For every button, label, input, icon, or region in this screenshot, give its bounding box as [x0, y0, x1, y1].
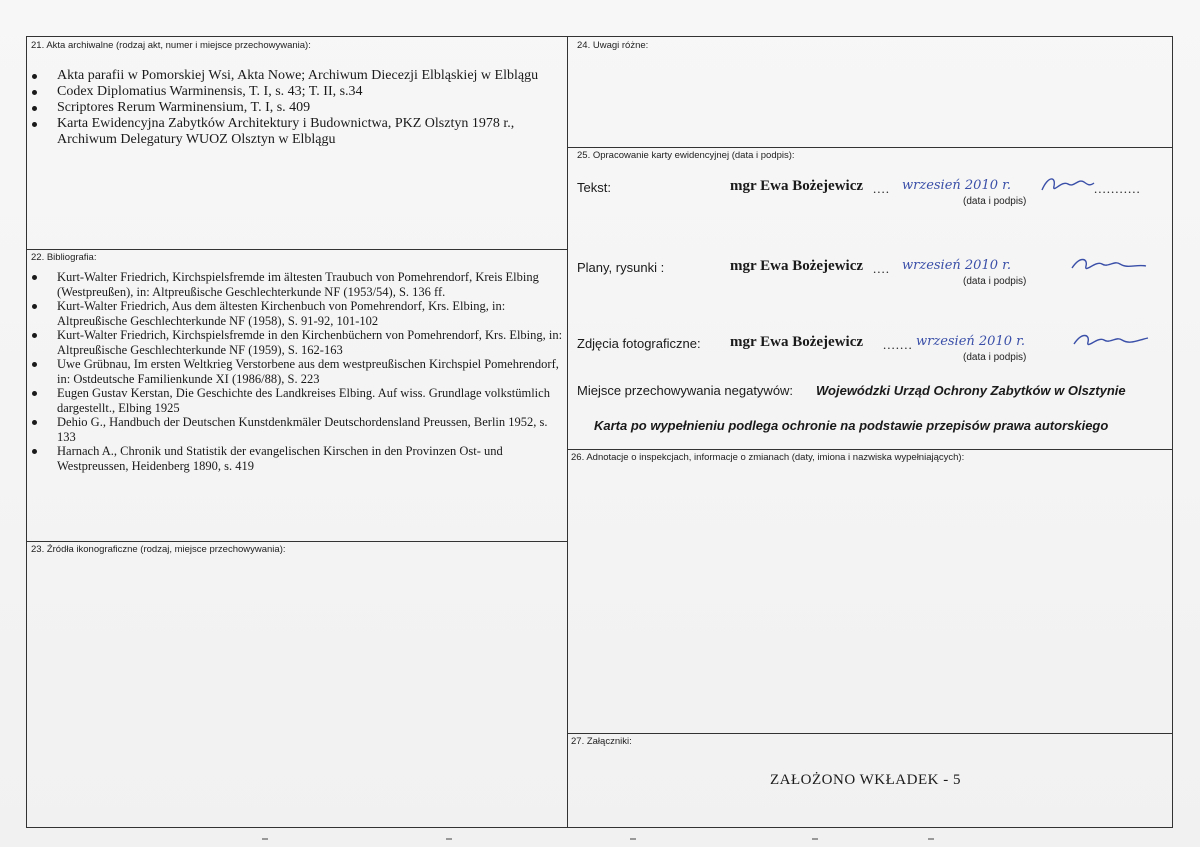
section-24-label: 24. Uwagi różne:: [577, 40, 649, 51]
drawings-date-sign-label: (data i podpis): [963, 276, 1027, 287]
divider-22-23: [26, 541, 567, 542]
section-26-label: 26. Adnotacje o inspekcjach, informacje o zmianach (daty, imiona i nazwiska wypełniających):: [571, 452, 965, 463]
section-23-label: 23. Źródła ikonograficzne (rodzaj, miejsce przechowywania):: [31, 544, 286, 555]
text-author-name: mgr Ewa Bożejewicz: [730, 178, 864, 194]
section-27-label: 27. Załączniki:: [571, 736, 632, 747]
list-item: Akta parafii w Pomorskiej Wsi, Akta Nowe; Archiwum Diecezji Elbląskiej w Elblągu: [27, 68, 567, 84]
archival-records-list: [27, 68, 567, 148]
signature-scribble: [1068, 254, 1148, 276]
drawings-dots: ....: [873, 261, 890, 276]
text-handwritten-date: wrzesień 2010 r.: [902, 178, 1012, 193]
copyright-note: Karta po wypełnieniu podlega ochronie na podstawie przepisów prawa autorskiego: [594, 418, 1109, 433]
section-25-label: 25. Opracowanie karty ewidencyjnej (data i podpis):: [577, 150, 795, 161]
scan-mark: [928, 838, 934, 840]
list-item: Kurt-Walter Friedrich, Aus dem ältesten Kirchenbuch von Pomehrendorf, Krs. Elbing, in: Altpreußische Geschlechterkunde NF (1958), S. 91-92, 101-102: [27, 299, 567, 328]
section-21-label: 21. Akta archiwalne (rodzaj akt, numer i miejsce przechowywania):: [31, 40, 311, 51]
list-item: Dehio G., Handbuch der Deutschen Kunstdenkmäler Deutschordensland Preussen, Berlin 1952, s. 133: [27, 415, 567, 444]
list-item: Codex Diplomatius Warminensis, T. I, s. 43; T. II, s.34: [27, 84, 567, 100]
negatives-location-value: Wojewódzki Urząd Ochrony Zabytków w Olsztynie: [816, 383, 1126, 398]
scan-mark: [630, 838, 636, 840]
text-dots: ....: [873, 181, 890, 196]
negatives-location-label: Miejsce przechowywania negatywów:: [577, 383, 794, 398]
signature-scribble: [1070, 330, 1150, 352]
list-item: Kurt-Walter Friedrich, Kirchspielsfremde in den Kirchenbüchern von Pomehrendorf, Krs. Elbing, in: Altpreußische Geschlechterkunde NF (1959), S. 162-163: [27, 328, 567, 357]
drawings-author-field: Plany, rysunki :: [577, 260, 665, 275]
divider-25-26: [567, 449, 1173, 450]
photos-author-name: mgr Ewa Bożejewicz: [730, 334, 864, 350]
divider-24-25: [567, 147, 1173, 148]
divider-21-22: [26, 249, 567, 250]
photos-dots: .......: [883, 337, 913, 352]
photos-handwritten-date: wrzesień 2010 r.: [916, 334, 1026, 349]
signature-scribble: [1038, 174, 1096, 196]
scan-mark: [446, 838, 452, 840]
photos-author-field: Zdjęcia fotograficzne:: [577, 336, 701, 351]
scan-mark: [812, 838, 818, 840]
divider-26-27: [567, 733, 1173, 734]
section-22-label: 22. Bibliografia:: [31, 252, 97, 263]
bibliography-list: [27, 270, 567, 473]
list-item: Karta Ewidencyjna Zabytków Architektury i Budownictwa, PKZ Olsztyn 1978 r., Archiwum Delegatury WUOZ Olsztyn w Elblągu: [27, 116, 567, 148]
drawings-handwritten-date: wrzesień 2010 r.: [902, 258, 1012, 273]
drawings-author-name: mgr Ewa Bożejewicz: [730, 258, 864, 274]
list-item: Uwe Grübnau, Im ersten Weltkrieg Verstorbene aus dem westpreußischen Kirchspiel Pomehrendorf, in: Ostdeutsche Familienkunde XI (1986/88), S. 223: [27, 357, 567, 386]
text-author-field: Tekst:: [577, 180, 611, 195]
column-divider: [567, 36, 568, 828]
list-item: Eugen Gustav Kerstan, Die Geschichte des Landkreises Elbing. Auf wiss. Grundlage volkstümlich dargestellt., Elbing 1925: [27, 386, 567, 415]
text-date-sign-label: (data i podpis): [963, 196, 1027, 207]
list-item: Kurt-Walter Friedrich, Kirchspielsfremde im ältesten Traubuch von Pomehrendorf, Kreis Elbing (Westpreußen), in: Altpreußische Geschlechterkunde NF (1953/54), S. 136 ff.: [27, 270, 567, 299]
text-trail-dots: ...........: [1094, 181, 1141, 196]
photos-date-sign-label: (data i podpis): [963, 352, 1027, 363]
list-item: Harnach A., Chronik und Statistik der evangelischen Kirschen in den Provinzen Ost- und Westpreussen, Heidenberg 1890, s. 419: [27, 444, 567, 473]
scan-mark: [262, 838, 268, 840]
list-item: Scriptores Rerum Warminensium, T. I, s. 409: [27, 100, 567, 116]
attachments-count: ZAŁOŻONO WKŁADEK - 5: [770, 772, 961, 788]
